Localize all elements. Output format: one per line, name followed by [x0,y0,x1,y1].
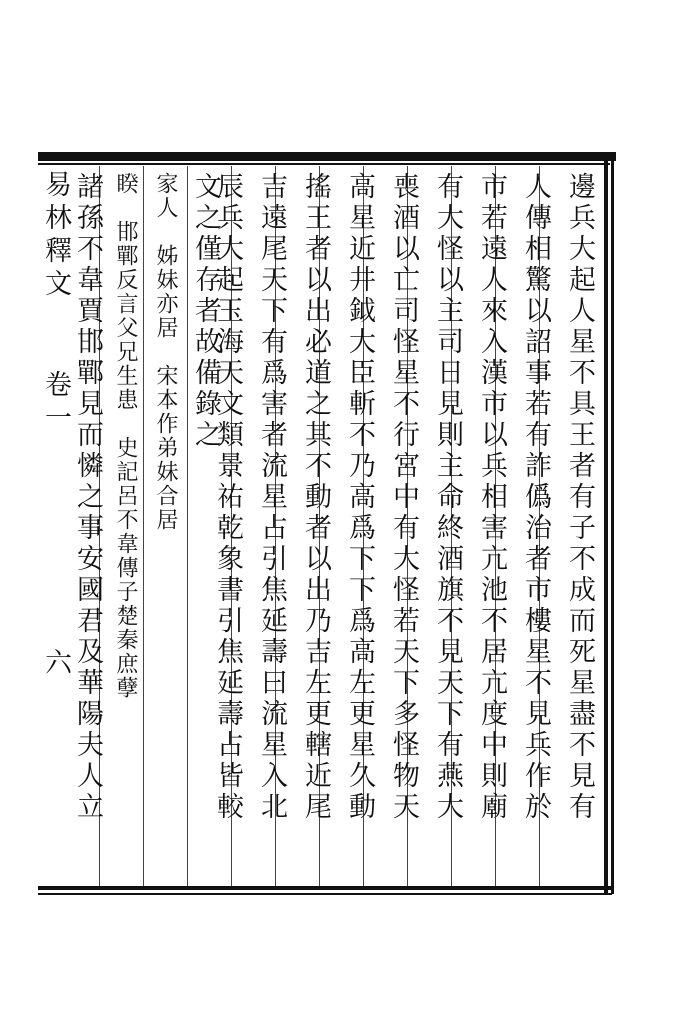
page-number: 六 [40,648,71,681]
frame-bottom-outer-border [38,893,612,895]
text-column: 邊兵大起人星不具王者有子不成而死星盡不見有 [564,172,595,823]
text-column: 搖王者以出必道之其不動者以出乃吉左更轄近尾 [300,172,331,823]
text-column: 家人 姊妹亦居 宋本作弟妹合居 [153,172,178,532]
volume-label: 卷一 [40,370,71,436]
column-divider [143,166,144,886]
text-column: 辰兵大起玉海天文類景祐乾象書引焦延壽占皆較 [212,172,243,823]
text-column: 有大怪以主司日見則主命終酒旗不見天下有燕大 [432,172,463,823]
frame-top-border [38,152,616,161]
text-column: 文之僅存者故備錄之 [190,172,221,451]
frame-right-outer-border [611,152,614,894]
text-column: 諸孫不韋賈邯鄲見而憐之事安國君及華陽夫人立 [72,172,103,823]
frame-top-inner-border [38,163,610,165]
text-column: 人傳相驚以詔事若有詐僞治者市樓星不見兵作於 [520,172,551,823]
text-column: 市若遠人來入漢市以兵相害亢池不居亢度中則廟 [476,172,507,823]
book-title: 易林釋文 [40,170,71,302]
text-column: 吉遠尾天下有爲害者流星占引焦延壽曰流星入北 [256,172,287,823]
text-column: 睽 邯鄲反言父兄生患 史記呂不韋傳子楚秦庶孽 [113,172,138,700]
frame-bottom-border [38,886,612,890]
frame-right-border [604,152,608,894]
text-column: 喪酒以亡司怪星不行宮中有大怪若天下多怪物天 [388,172,419,823]
text-column: 高星近井鉞大臣斬不乃高爲下下爲高左更星久動 [344,172,375,823]
